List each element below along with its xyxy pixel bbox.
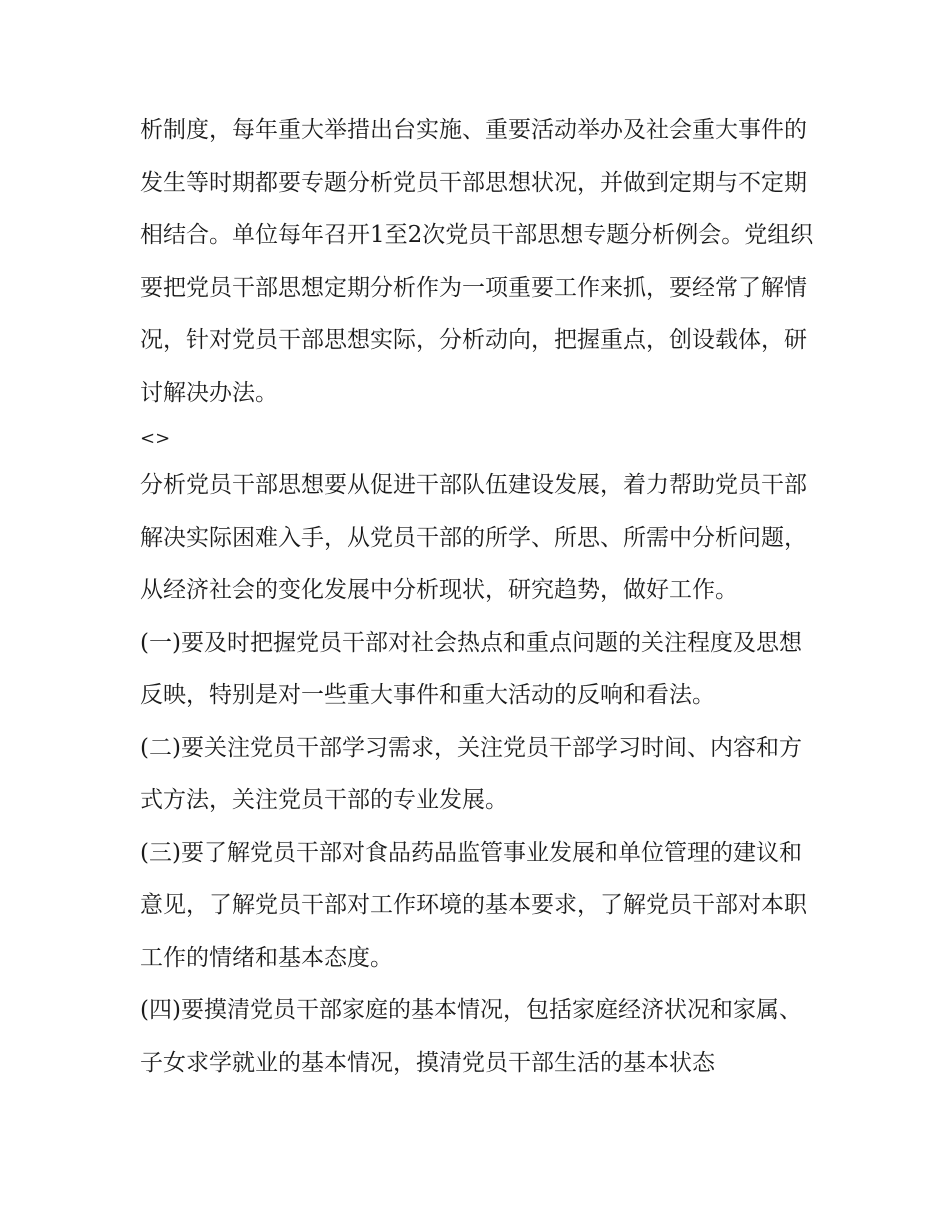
section-marker: <> <box>140 428 171 449</box>
list-item-2: (二)要关注党员干部学习需求，关注党员干部学习时间、内容和方式方法，关注党员干部的专业发展。 <box>140 734 802 813</box>
document-body <box>140 104 820 1089</box>
paragraph-analysis-approach: 分析党员干部思想要从促进干部队伍建设发展，着力帮助党员干部解决实际困难入手，从党员干部的所学、所思、所需中分析问题，从经济社会的变化发展中分析现状，研究趋势，做好工作。 <box>140 472 807 603</box>
list-item-3: (三)要了解党员干部对食品药品监管事业发展和单位管理的建议和意见，了解党员干部对工作环境的基本要求，了解党员干部对本职工作的情绪和基本态度。 <box>140 839 807 971</box>
paragraph-analysis-system: 析制度，每年重大举措出台实施、重要活动举办及社会重大事件的发生等时期都要专题分析党员干部思想状况，并做到定期与不定期相结合。单位每年召开1至2次党员干部思想专题分析例会。党组织要把党员干部思想定期分析作为一项重要工作来抓，要经常了解情况，针对党员干部思想实际，分析动向，把握重点，创设载体，研讨解决办法。 <box>140 117 814 406</box>
list-item-4: (四)要摸清党员干部家庭的基本情况，包括家庭经济状况和家属、子女求学就业的基本情况，摸清党员干部生活的基本状态 <box>140 997 802 1076</box>
list-item-1: (一)要及时把握党员干部对社会热点和重点问题的关注程度及思想反映，特别是对一些重大事件和重大活动的反响和看法。 <box>140 629 802 708</box>
